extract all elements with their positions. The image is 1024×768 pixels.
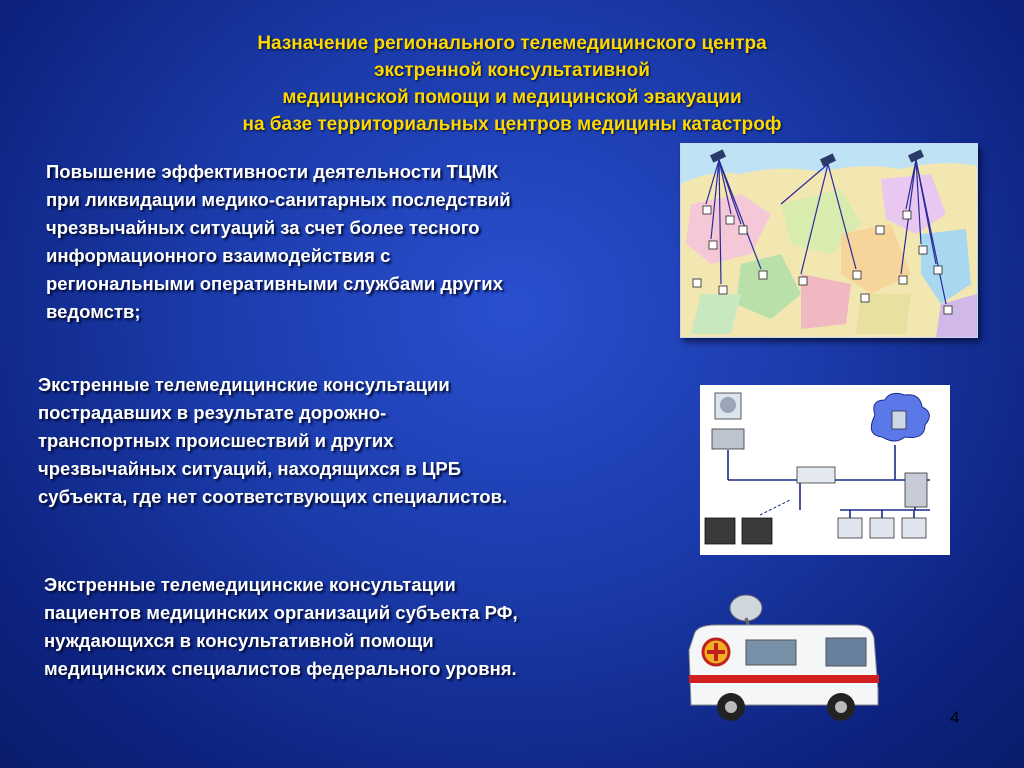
slide-title (150, 30, 874, 138)
paragraph-federal-consultations (44, 571, 518, 683)
p3-line-4: медицинских специалистов федерального уровня. (44, 658, 517, 679)
ambulance-with-satellite-dish (686, 590, 882, 725)
p1-line-6: ведомств; (46, 301, 141, 322)
p3-line-1: Экстренные телемедицинские консультации (44, 574, 456, 595)
p2-line-1: Экстренные телемедицинские консультации (38, 374, 450, 395)
page-number: 4 (950, 708, 960, 727)
p1-line-4: информационного взаимодействия с (46, 245, 391, 266)
title-line-2: экстренной консультативной (374, 60, 650, 81)
paragraph-efficiency (46, 158, 511, 326)
telemedicine-network-diagram (700, 385, 950, 555)
p1-line-1: Повышение эффективности деятельности ТЦМК (46, 161, 499, 182)
p1-line-5: региональными оперативными службами других (46, 273, 503, 294)
paragraph-road-accidents (38, 371, 507, 511)
russia-satellite-network-map (680, 143, 978, 338)
p3-line-2: пациентов медицинских организаций субъекта РФ, (44, 602, 518, 623)
p2-line-3: транспортных происшествий и других (38, 430, 394, 451)
p1-line-2: при ликвидации медико-санитарных последствий (46, 189, 511, 210)
p3-line-3: нуждающихся в консультативной помощи (44, 630, 434, 651)
p2-line-2: пострадавших в результате дорожно- (38, 402, 387, 423)
p2-line-5: субъекта, где нет соответствующих специалистов. (38, 486, 508, 507)
p2-line-4: чрезвычайных ситуаций, находящихся в ЦРБ (38, 458, 461, 479)
p1-line-3: чрезвычайных ситуаций за счет более тесного (46, 217, 480, 238)
title-line-4: на базе территориальных центров медицины катастроф (242, 114, 782, 135)
title-line-3: медицинской помощи и медицинской эвакуации (282, 87, 742, 108)
title-line-1: Назначение регионального телемедицинского центра (257, 33, 767, 54)
